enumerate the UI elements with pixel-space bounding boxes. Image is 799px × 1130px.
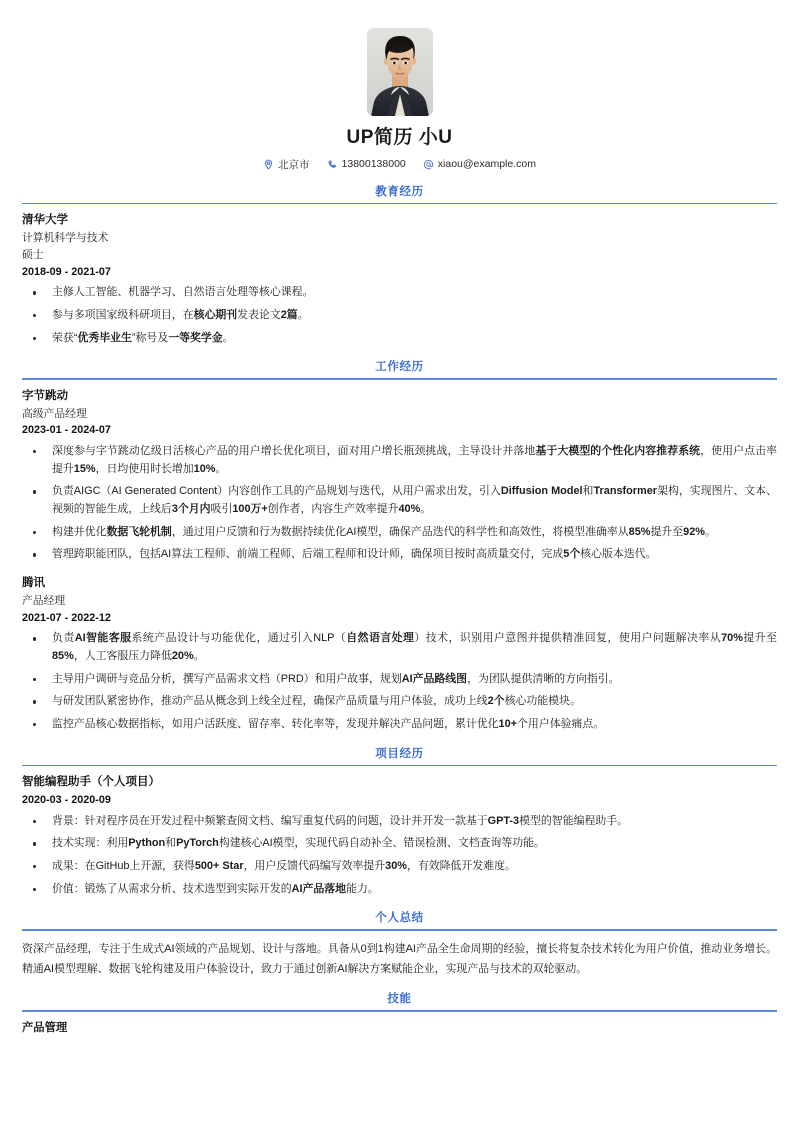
- entry-organization: 字节跳动: [22, 389, 68, 402]
- entry-bullet-list: [22, 813, 777, 899]
- bullet-item: 技术实现：利用Python和PyTorch构建核心AI模型，实现代码自动补全、错误检测、文档查询等功能。: [22, 835, 777, 853]
- portrait-photo-icon: [367, 28, 433, 116]
- entry-bullet-list: [22, 630, 777, 733]
- bullet-item: 背景：针对程序员在开发过程中频繁查阅文档、编写重复代码的问题，设计并开发一款基于GPT-3模型的智能编程助手。: [22, 813, 777, 831]
- section-title: 个人总结: [375, 912, 424, 925]
- bullet-item: 主修人工智能、机器学习、自然语言处理等核心课程。: [22, 284, 777, 302]
- section-work: [22, 360, 777, 733]
- contact-phone: [327, 158, 406, 170]
- entry-date-range: 2023-01 - 2024-07: [22, 424, 111, 437]
- entry-degree: 硕士: [22, 248, 44, 261]
- entry-bullet-list: [22, 284, 777, 347]
- bullet-item: 深度参与字节跳动亿级日活核心产品的用户增长优化项目，面对用户增长瓶颈挑战，主导设计并落地基于大模型的个性化内容推荐系统，使用户点击率提升15%，日均使用时长增加10%。: [22, 443, 777, 478]
- section-summary: [22, 911, 777, 979]
- experience-entry: [22, 774, 777, 898]
- entry-date-range: 2018-09 - 2021-07: [22, 265, 111, 278]
- entry-organization: 清华大学: [22, 214, 68, 227]
- resume-sections: [22, 185, 777, 1037]
- contact-phone-text: 13800138000: [341, 158, 406, 171]
- experience-entry: [22, 575, 777, 734]
- bullet-item: 监控产品核心数据指标，如用户活跃度、留存率、转化率等，发现并解决产品问题，累计优化10+个用户体验痛点。: [22, 716, 777, 734]
- avatar: [367, 28, 433, 116]
- section-divider: [22, 1010, 777, 1012]
- entry-date-range: 2020-03 - 2020-09: [22, 793, 111, 806]
- entry-date-range: 2021-07 - 2022-12: [22, 611, 111, 624]
- bullet-item: 成果：在GitHub上开源，获得500+ Star，用户反馈代码编写效率提升30%，有效降低开发难度。: [22, 858, 777, 876]
- bullet-item: 负责AIGC（AI Generated Content）内容创作工具的产品规划与迭代，从用户需求出发，引入Diffusion Model和Transformer架构，实现图片、文本、视频的智能生成，上线后3个月内吸引100万+创作者，内容生产效率提升40%。: [22, 483, 777, 518]
- phone-icon: [327, 159, 338, 170]
- section-divider: [22, 203, 777, 205]
- bullet-item: 价值：锻炼了从需求分析、技术选型到实际开发的AI产品落地能力。: [22, 881, 777, 899]
- experience-entry: [22, 212, 777, 347]
- skill-group-name: 产品管理: [22, 1021, 68, 1034]
- bullet-item: 荣获“优秀毕业生”称号及一等奖学金。: [22, 330, 777, 348]
- section-divider: [22, 929, 777, 931]
- contact-email-text: xiaou@example.com: [437, 158, 536, 171]
- section-title: 工作经历: [375, 361, 424, 374]
- contact-row: [263, 157, 536, 172]
- bullet-item: 构建并优化数据飞轮机制，通过用户反馈和行为数据持续优化AI模型，确保产品迭代的科学性和高效性，将模型准确率从85%提升至92%。: [22, 524, 777, 542]
- contact-location: [263, 157, 310, 172]
- entry-role: 高级产品经理: [22, 407, 87, 420]
- location-pin-icon: [263, 159, 274, 170]
- resume-header: [22, 0, 777, 172]
- contact-location-text: 北京市: [278, 158, 310, 171]
- entry-role: 计算机科学与技术: [22, 232, 109, 245]
- email-at-icon: [423, 159, 434, 170]
- entry-role: 产品经理: [22, 594, 66, 607]
- contact-email: [423, 158, 536, 170]
- bullet-item: 负责AI智能客服系统产品设计与功能优化，通过引入NLP（自然语言处理）技术，识别用户意图并提供精准回复，使用户问题解决率从70%提升至85%，人工客服压力降低20%。: [22, 630, 777, 665]
- bullet-item: 与研发团队紧密协作，推动产品从概念到上线全过程，确保产品质量与用户体验，成功上线2个核心功能模块。: [22, 693, 777, 711]
- summary-text: 资深产品经理，专注于生成式AI领域的产品规划、设计与落地。具备从0到1构建AI产品全生命周期的经验，擅长将复杂技术转化为用户价值，推动业务增长。精通AI模型理解、数据飞轮构建及用户体验设计，致力于通过创新AI解决方案赋能企业，实现产品与技术的双轮驱动。: [22, 942, 777, 975]
- section-divider: [22, 765, 777, 767]
- entry-bullet-list: [22, 443, 777, 564]
- page-title: UP简历 小U: [346, 127, 453, 148]
- section-education: [22, 185, 777, 348]
- bullet-item: 主导用户调研与竞品分析，撰写产品需求文档（PRD）和用户故事，规划AI产品路线图，为团队提供清晰的方向指引。: [22, 671, 777, 689]
- bullet-item: 参与多项国家级科研项目，在核心期刊发表论文2篇。: [22, 307, 777, 325]
- section-title: 项目经历: [375, 747, 424, 760]
- experience-entry: [22, 388, 777, 564]
- bullet-item: 管理跨职能团队，包括AI算法工程师、前端工程师、后端工程师和设计师，确保项目按时高质量交付，完成5个核心版本迭代。: [22, 546, 777, 564]
- section-title: 技能: [387, 993, 412, 1006]
- entry-organization: 智能编程助手（个人项目）: [22, 776, 160, 789]
- section-skills: [22, 992, 777, 1037]
- section-divider: [22, 378, 777, 380]
- section-title: 教育经历: [375, 185, 424, 198]
- section-projects: [22, 747, 777, 899]
- entry-organization: 腾讯: [22, 577, 45, 590]
